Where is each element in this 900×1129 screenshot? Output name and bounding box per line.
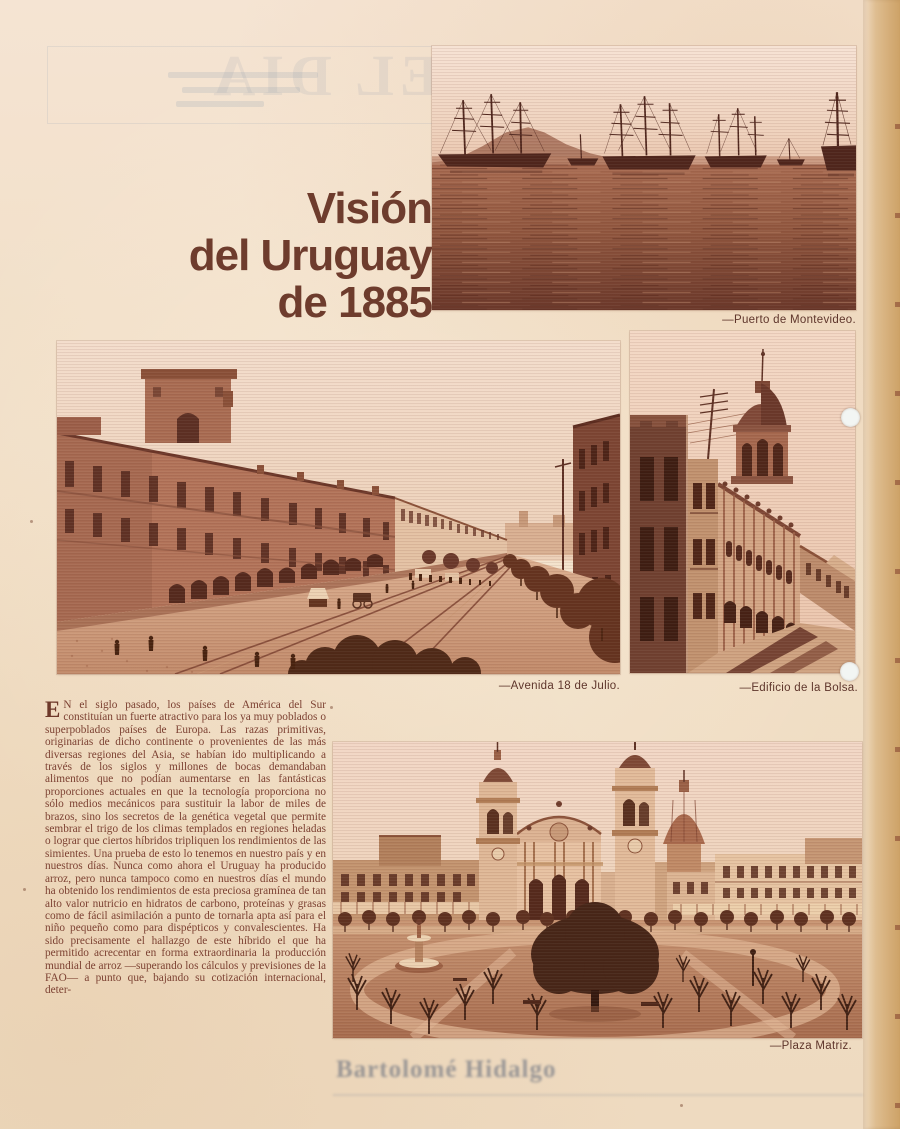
showthrough-headline: Bartolomé Hidalgo — [336, 1056, 557, 1083]
title-line-2: del Uruguay — [188, 231, 432, 281]
title-line-1: Visión — [306, 184, 432, 234]
page-title — [140, 185, 432, 326]
caption-puerto: —Puerto de Montevideo. — [722, 314, 856, 326]
photo-plaza-matriz — [333, 742, 862, 1038]
photo-avenida-18-de-julio — [57, 341, 620, 674]
photo-edificio-de-la-bolsa — [630, 331, 855, 673]
article-text — [45, 699, 326, 997]
harbor-illustration — [432, 46, 856, 310]
title-line-3: de 1885 — [277, 278, 432, 328]
caption-avenida: —Avenida 18 de Julio. — [498, 680, 620, 692]
punch-hole — [841, 408, 860, 427]
paper-speck — [23, 888, 26, 891]
article-body: N el siglo pasado, los países de América del Sur constituían un fuerte atractivo para los ya muy poblados o superpoblados países de Europa. Las razas primitivas, originarias de dicho continente o provenientes de las más diversas regiones del Asia, se habían ido multiplicando a través de los siglos y millones de bocas demandaban alimentos que no podían aumentarse en las fantásticas proporciones actuales en que la tecnología proporciona no sólo medios mecánicos para sustituir la labor de miles de brazos, sino los secretos de la genética vegetal que permite sembrar el trigo de los climas templados en regiones heladas o lograr que ciertos híbridos tripliquen los rendimientos de las simientes. Una prueba de esto lo tenemos en nuestro país y en nuestros días. Nunca como ahora el Uruguay ha producido arroz, pero nunca tampoco como en nuestros días el mundo ha obtenido los rendimientos de esta preciosa gramínea de tan alto valor nutricio en hidratos de carbono, proteínas y grasas como de fácil asimilación a punto de tornarla apta así para el niño pequeño como para dispépticos y convalescientes. Ha sido precisamente el hallazgo de este híbrido el que ha permitido acrecentar en forma extraordinaria la producción mundial de arroz —superando los cálculos y previsiones de la FAO— a punto que, bajando su cotización internacional, deter- — [45, 699, 326, 997]
paper-speck — [30, 520, 33, 523]
caption-plaza: —Plaza Matriz. — [769, 1040, 852, 1052]
showthrough-masthead: EL DIA — [207, 43, 439, 108]
plaza-illustration — [333, 742, 862, 1038]
caption-bolsa: —Edificio de la Bolsa. — [739, 682, 858, 694]
page-edge-print-marks — [895, 40, 900, 1120]
showthrough-text-line — [182, 87, 300, 93]
showthrough-rule — [333, 1094, 863, 1096]
photo-puerto-de-montevideo — [432, 46, 856, 310]
punch-hole — [840, 662, 859, 681]
street-illustration — [57, 341, 620, 674]
paper-speck — [680, 1104, 683, 1107]
article-dropcap: E — [45, 697, 61, 722]
paper-speck — [330, 706, 333, 709]
showthrough-text-line — [176, 101, 264, 107]
showthrough-text-line — [168, 72, 318, 78]
building-illustration — [630, 331, 855, 673]
